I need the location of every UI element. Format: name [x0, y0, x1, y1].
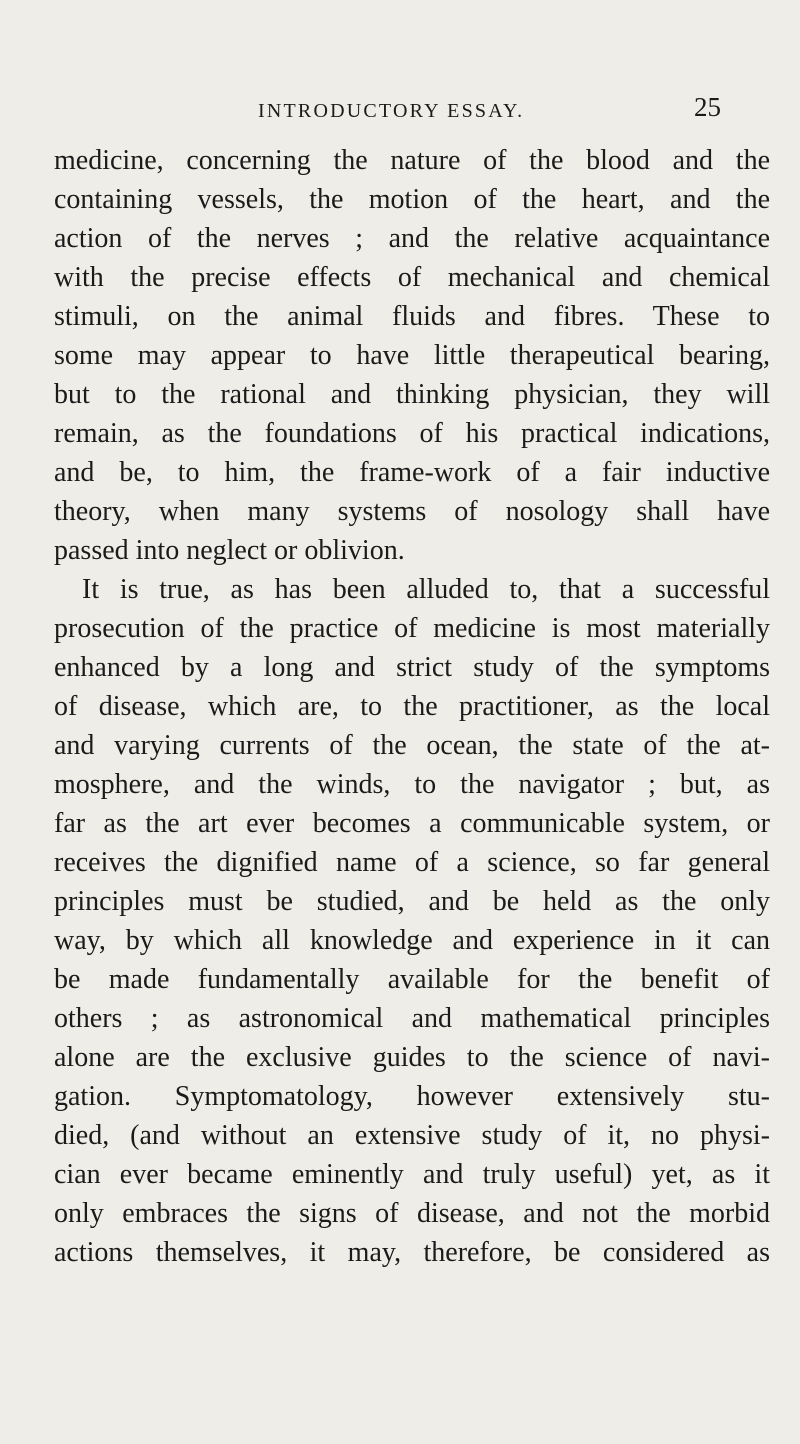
paragraph-start-line: It is true, as has been alluded to, that a successful — [82, 574, 770, 605]
text-line: way, by which all knowledge and experience in it can — [54, 925, 770, 956]
text-line: enhanced by a long and strict study of the symptoms — [54, 652, 770, 683]
text-line: containing vessels, the motion of the heart, and the — [54, 184, 770, 215]
text-line: principles must be studied, and be held as the only — [54, 886, 770, 917]
text-line: medicine, concerning the nature of the blood and the — [54, 145, 770, 176]
text-line: gation. Symptomatology, however extensively stu- — [54, 1081, 770, 1112]
text-line: actions themselves, it may, therefore, be considered as — [54, 1237, 770, 1268]
paragraph-end-line: passed into neglect or oblivion. — [54, 535, 405, 566]
text-line: with the precise effects of mechanical and chemical — [54, 262, 770, 293]
text-line: only embraces the signs of disease, and not the morbid — [54, 1198, 770, 1229]
text-line: died, (and without an extensive study of it, no physi- — [54, 1120, 770, 1151]
text-line: cian ever became eminently and truly useful) yet, as it — [54, 1159, 770, 1190]
text-line: far as the art ever becomes a communicable system, or — [54, 808, 770, 839]
page-number: 25 — [694, 92, 721, 122]
text-line: be made fundamentally available for the benefit of — [54, 964, 770, 995]
running-title: INTRODUCTORY ESSAY. — [258, 100, 525, 122]
text-line: prosecution of the practice of medicine is most materially — [54, 613, 770, 644]
text-line: receives the dignified name of a science, so far general — [54, 847, 770, 878]
text-line: of disease, which are, to the practitioner, as the local — [54, 691, 770, 722]
text-line: mosphere, and the winds, to the navigator ; but, as — [54, 769, 770, 800]
text-line: action of the nerves ; and the relative acquaintance — [54, 223, 770, 254]
text-line: but to the rational and thinking physician, they will — [54, 379, 770, 410]
text-line: and varying currents of the ocean, the state of the at- — [54, 730, 770, 761]
text-line: theory, when many systems of nosology shall have — [54, 496, 770, 527]
text-line: remain, as the foundations of his practical indications, — [54, 418, 770, 449]
text-line: others ; as astronomical and mathematical principles — [54, 1003, 770, 1034]
running-header — [0, 92, 800, 128]
body-text — [54, 141, 770, 1272]
text-line: alone are the exclusive guides to the science of navi- — [54, 1042, 770, 1073]
text-line: stimuli, on the animal fluids and fibres. These to — [54, 301, 770, 332]
text-line: some may appear to have little therapeutical bearing, — [54, 340, 770, 371]
text-line: and be, to him, the frame-work of a fair inductive — [54, 457, 770, 488]
